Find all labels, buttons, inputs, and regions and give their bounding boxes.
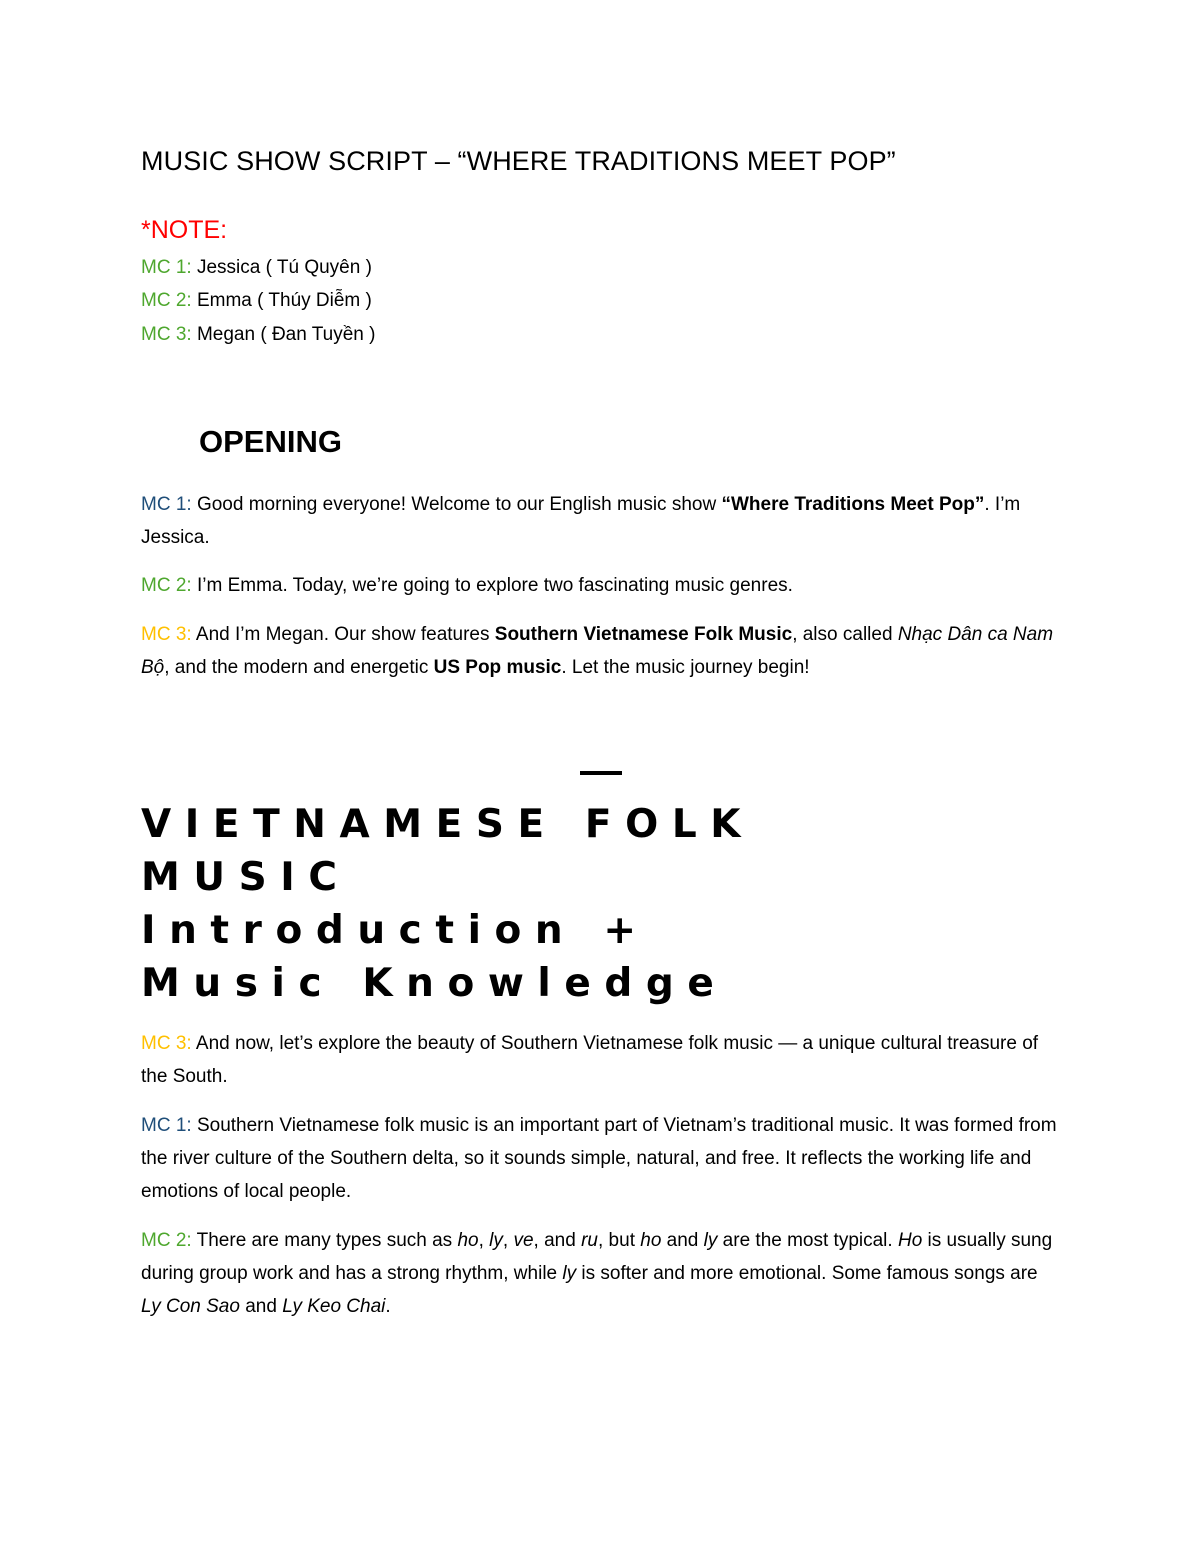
text: , [478, 1230, 490, 1251]
mc-list-item [141, 257, 372, 279]
text: , but [598, 1230, 641, 1251]
speaker-label: MC 1: [141, 494, 192, 515]
speaker-label: MC 2: [141, 1230, 192, 1251]
text: . [385, 1296, 391, 1317]
section-heading-line: M U S I C [141, 855, 338, 900]
text: are the most typical. [717, 1230, 898, 1251]
mc-label: MC 1: [141, 257, 192, 278]
mc-label: MC 3: [141, 324, 192, 345]
text: . Let the music journey begin! [561, 657, 810, 678]
opening-heading: OPENING [199, 424, 342, 459]
italic-term: ly [562, 1263, 577, 1284]
opening-paragraph-mc2 [141, 569, 1061, 602]
italic-term: ho [640, 1230, 662, 1251]
text: is softer and more emotional. Some famous songs are [576, 1263, 1038, 1284]
text: and [661, 1230, 704, 1251]
speaker-label: MC 3: [141, 1033, 192, 1054]
speaker-label: MC 2: [141, 575, 192, 596]
text: And now, let’s explore the beauty of Southern Vietnamese folk music — a unique cultural treasure of the South. [141, 1033, 1039, 1087]
italic-term: Ho [897, 1230, 923, 1251]
page-title: MUSIC SHOW SCRIPT – “WHERE TRADITIONS MEET POP” [141, 146, 896, 176]
italic-term: ho [457, 1230, 479, 1251]
opening-paragraph-mc3 [141, 618, 1061, 684]
song-title: Ly Keo Chai [282, 1296, 386, 1317]
mc-list-item [141, 324, 375, 346]
mc-label: MC 2: [141, 290, 192, 311]
section-paragraph-mc3 [141, 1027, 1061, 1093]
text: , and the modern and energetic [164, 657, 434, 678]
mc-name: Megan ( Đan Tuyền ) [191, 324, 376, 345]
italic-term: ve [513, 1230, 534, 1251]
speaker-label: MC 1: [141, 1115, 192, 1136]
italic-term: ly [489, 1230, 503, 1251]
section-paragraph-mc1 [141, 1109, 1061, 1208]
speaker-label: MC 3: [141, 624, 192, 645]
show-name: “Where Traditions Meet Pop” [721, 494, 985, 515]
genre-name: Southern Vietnamese Folk Music [494, 624, 793, 645]
section-paragraph-mc2 [141, 1224, 1061, 1323]
section-heading-line: V I E T N A M E S E F O L K [141, 802, 741, 847]
mc-name: Emma ( Thúy Diễm ) [191, 290, 372, 311]
text: . I’m Jessica. [141, 494, 1021, 548]
text: Southern Vietnamese folk music is an important part of Vietnam’s traditional music. It was formed from the river culture of the Southern delta, so it sounds simple, natural, and free. It reflects the working life and emotions of local people. [141, 1115, 1057, 1202]
text: and [239, 1296, 283, 1317]
section-heading-line: M u s i c K n o w l e d g e [141, 961, 714, 1006]
mc-name: Jessica ( Tú Quyên ) [191, 257, 372, 278]
text: I’m Emma. Today, we’re going to explore two fascinating music genres. [191, 575, 793, 596]
vietnamese-name: Nhạc Dân ca Nam Bộ [141, 624, 1054, 678]
opening-paragraph-mc1 [141, 488, 1061, 554]
text: , and [533, 1230, 582, 1251]
text: , [502, 1230, 514, 1251]
italic-term: ly [703, 1230, 718, 1251]
song-title: Ly Con Sao [141, 1296, 240, 1317]
note-heading: *NOTE: [141, 216, 228, 244]
text: , also called [792, 624, 898, 645]
text: And I’m Megan. Our show features [191, 624, 495, 645]
text: Good morning everyone! Welcome to our English music show [191, 494, 722, 515]
genre-name: US Pop music [433, 657, 562, 678]
italic-term: ru [581, 1230, 598, 1251]
text: There are many types such as [191, 1230, 458, 1251]
text: is usually sung during group work and has a strong rhythm, while [141, 1230, 1053, 1284]
mc-list-item [141, 290, 372, 312]
divider-dash [580, 771, 622, 775]
section-heading-line: I n t r o d u c t i o n + [141, 908, 637, 953]
